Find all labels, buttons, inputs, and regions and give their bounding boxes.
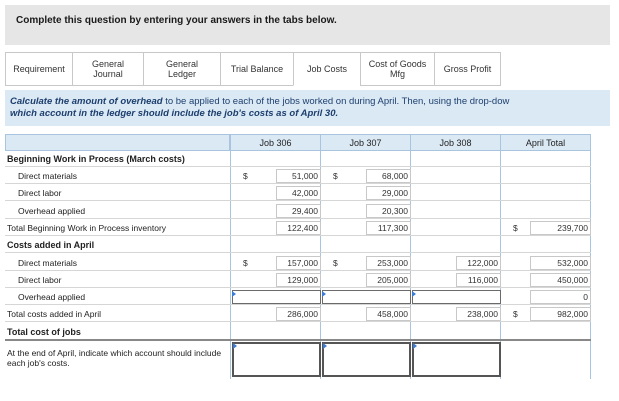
row-label-direct-materials: Direct materials bbox=[18, 258, 78, 268]
input-marker-icon bbox=[232, 291, 236, 297]
account-select-307[interactable] bbox=[322, 342, 411, 377]
instructions-text: to be applied to each of the jobs worked on during April. Then, using the drop-dow bbox=[162, 96, 510, 107]
value-dm-306: 51,000 bbox=[276, 169, 321, 183]
overhead-input-308[interactable] bbox=[412, 290, 501, 304]
value-dl-306: 42,000 bbox=[276, 186, 321, 200]
tab-requirement[interactable]: Requirement bbox=[5, 52, 72, 86]
value-dm2-april: 532,000 bbox=[530, 256, 591, 270]
tab-general-journal[interactable]: General Journal bbox=[72, 52, 143, 86]
value-total-beg-306: 122,400 bbox=[276, 221, 321, 235]
value-dm2-307: 253,000 bbox=[366, 256, 411, 270]
value-oh2-april: 0 bbox=[530, 290, 591, 304]
value-total-beg-april: 239,700 bbox=[530, 221, 591, 235]
row-label-overhead-applied: Overhead applied bbox=[18, 292, 86, 302]
value-dm2-308: 122,000 bbox=[456, 256, 501, 270]
label-column-header bbox=[5, 134, 230, 151]
instructions-text-line2: which account in the ledger should include the job's costs as of April 30. bbox=[10, 108, 339, 119]
value-oh-306: 29,400 bbox=[276, 204, 321, 218]
tab-general-ledger[interactable]: General Ledger bbox=[143, 52, 220, 86]
row-divider bbox=[5, 183, 591, 184]
col-divider bbox=[230, 151, 231, 379]
row-divider bbox=[5, 321, 591, 322]
tab-gross-profit[interactable]: Gross Profit bbox=[434, 52, 501, 86]
row-divider bbox=[5, 287, 591, 288]
input-marker-icon bbox=[233, 343, 237, 349]
col-header-job-308: Job 308 bbox=[410, 134, 501, 151]
input-marker-icon bbox=[412, 291, 416, 297]
input-marker-icon bbox=[322, 291, 326, 297]
value-dm2-306: 157,000 bbox=[276, 256, 321, 270]
currency-symbol: $ bbox=[333, 258, 338, 268]
row-divider bbox=[5, 166, 591, 167]
input-marker-icon bbox=[413, 343, 417, 349]
value-dl2-307: 205,000 bbox=[366, 273, 411, 287]
tab-cost-of-goods-mfg[interactable]: Cost of Goods Mfg bbox=[360, 52, 434, 86]
tab-job-costs[interactable]: Job Costs bbox=[293, 52, 360, 86]
value-total-added-april: 982,000 bbox=[530, 307, 591, 321]
col-header-job-307: Job 307 bbox=[320, 134, 411, 151]
value-oh-307: 20,300 bbox=[366, 204, 411, 218]
row-divider bbox=[5, 252, 591, 253]
account-select-306[interactable] bbox=[232, 342, 321, 377]
row-label-beginning-wip: Beginning Work in Process (March costs) bbox=[7, 154, 185, 164]
value-dm-307: 68,000 bbox=[366, 169, 411, 183]
row-label-direct-labor: Direct labor bbox=[18, 275, 62, 285]
question-header bbox=[5, 5, 610, 45]
input-marker-icon bbox=[323, 343, 327, 349]
instructions-panel bbox=[5, 90, 610, 126]
col-header-job-306: Job 306 bbox=[230, 134, 321, 151]
question-title: Complete this question by entering your answers in the tabs below. bbox=[16, 15, 337, 26]
row-label-direct-materials: Direct materials bbox=[18, 171, 78, 181]
row-divider bbox=[5, 270, 591, 271]
overhead-input-306[interactable] bbox=[232, 290, 321, 304]
row-label-total-beginning-wip: Total Beginning Work in Process inventory bbox=[7, 223, 167, 233]
currency-symbol: $ bbox=[513, 309, 518, 319]
currency-symbol: $ bbox=[513, 223, 518, 233]
row-divider bbox=[5, 339, 591, 341]
row-divider bbox=[5, 304, 591, 305]
currency-symbol: $ bbox=[333, 171, 338, 181]
row-label-direct-labor: Direct labor bbox=[18, 188, 62, 198]
currency-symbol: $ bbox=[243, 258, 248, 268]
value-total-added-307: 458,000 bbox=[366, 307, 411, 321]
row-divider bbox=[5, 235, 591, 236]
value-dl2-306: 129,000 bbox=[276, 273, 321, 287]
value-dl-307: 29,000 bbox=[366, 186, 411, 200]
currency-symbol: $ bbox=[243, 171, 248, 181]
row-label-costs-added: Costs added in April bbox=[7, 240, 95, 250]
row-label-total-added: Total costs added in April bbox=[7, 309, 102, 319]
value-dl2-308: 116,000 bbox=[456, 273, 501, 287]
account-select-308[interactable] bbox=[412, 342, 501, 377]
value-total-added-308: 238,000 bbox=[456, 307, 501, 321]
tab-trial-balance[interactable]: Trial Balance bbox=[220, 52, 293, 86]
value-total-beg-307: 117,300 bbox=[366, 221, 411, 235]
value-total-added-306: 286,000 bbox=[276, 307, 321, 321]
instructions-emphasis: Calculate the amount of overhead bbox=[10, 96, 163, 107]
col-header-april-total: April Total bbox=[500, 134, 591, 151]
account-question-note: At the end of April, indicate which account should include each job's costs. bbox=[7, 348, 222, 368]
overhead-input-307[interactable] bbox=[322, 290, 411, 304]
row-divider bbox=[5, 218, 591, 219]
value-dl2-april: 450,000 bbox=[530, 273, 591, 287]
row-label-overhead-applied: Overhead applied bbox=[18, 206, 86, 216]
row-label-total-cost: Total cost of jobs bbox=[7, 327, 81, 337]
row-divider bbox=[5, 200, 591, 201]
tab-bar bbox=[5, 52, 501, 86]
